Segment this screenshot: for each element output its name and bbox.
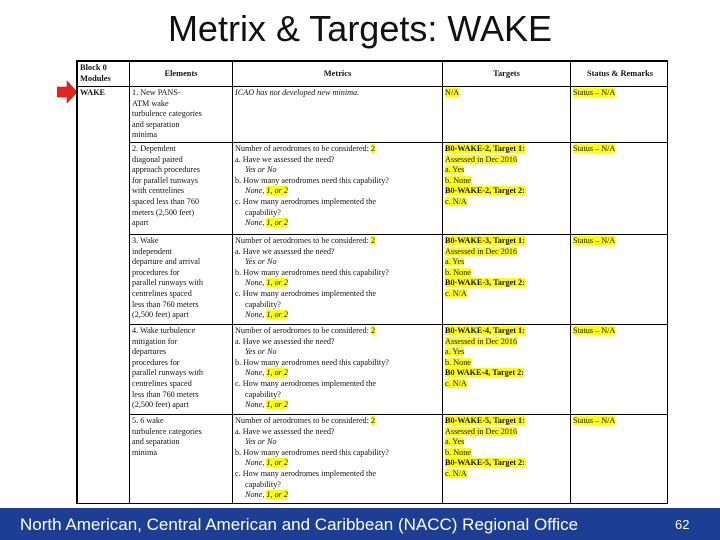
target-text: N/A bbox=[445, 88, 460, 97]
metric-highlight: 1, or 2 bbox=[266, 310, 288, 320]
element-line: less than 760 meters bbox=[132, 299, 199, 309]
table-row bbox=[78, 87, 669, 143]
element-line: less than 760 meters bbox=[132, 389, 199, 399]
metric-text: Number of aerodromes to be considered: bbox=[235, 326, 371, 335]
target-line bbox=[445, 88, 568, 99]
target-text: a. Yes bbox=[445, 347, 465, 357]
metric-text: Number of aerodromes to be considered: bbox=[235, 416, 371, 425]
target-text: b. None bbox=[445, 267, 471, 277]
element-line: parallel runways with bbox=[132, 278, 203, 288]
metric-line bbox=[235, 257, 440, 268]
metric-line bbox=[235, 368, 440, 379]
header-metrics: Metrics bbox=[233, 62, 443, 87]
target-text: c. N/A bbox=[445, 288, 467, 298]
metric-line bbox=[235, 416, 440, 427]
target-text: Assessed in Dec 2016 bbox=[445, 336, 518, 346]
target-text: B0-WAKE-3, Target 1: bbox=[445, 236, 525, 245]
element-line: with centrelines bbox=[132, 186, 185, 196]
element-line: 5. 6 wake bbox=[132, 416, 164, 425]
element-line: meters (2,500 feet) bbox=[132, 207, 195, 217]
metric-text: a. Have we assessed the need? bbox=[235, 426, 335, 436]
status-text: Status – N/A bbox=[573, 326, 616, 335]
element-line: turbulence categories bbox=[132, 109, 202, 119]
element-line: mitigation for bbox=[132, 336, 178, 346]
metric-text: None, bbox=[245, 490, 267, 500]
metric-line bbox=[235, 400, 440, 411]
metric-line bbox=[235, 197, 440, 208]
target-text: a. Yes bbox=[445, 165, 465, 175]
table-row bbox=[78, 235, 669, 325]
table-row bbox=[78, 143, 669, 235]
metric-text: c. How many aerodromes implemented the bbox=[235, 196, 376, 206]
metric-line bbox=[235, 218, 440, 229]
target-line bbox=[445, 337, 568, 348]
target-line bbox=[445, 326, 568, 337]
metric-line bbox=[235, 390, 440, 401]
element-cell bbox=[130, 235, 233, 325]
page-number: 62 bbox=[675, 517, 690, 532]
target-line bbox=[445, 197, 568, 208]
metrics-table-container bbox=[76, 60, 668, 504]
metric-line bbox=[235, 208, 440, 219]
metric-line bbox=[235, 310, 440, 321]
element-line: and separation bbox=[132, 119, 180, 129]
metric-highlight: 1, or 2 bbox=[266, 458, 288, 468]
target-line bbox=[445, 236, 568, 247]
element-line: spaced less than 760 bbox=[132, 196, 200, 206]
element-cell bbox=[130, 325, 233, 415]
target-line bbox=[445, 379, 568, 390]
table-header-row bbox=[78, 62, 669, 87]
status-text: Status – N/A bbox=[573, 236, 616, 245]
target-text: B0 WAKE-4, Target 2: bbox=[445, 368, 524, 378]
element-line: (2,500 feet) apart bbox=[132, 400, 189, 410]
metric-text: Number of aerodromes to be considered: bbox=[235, 144, 371, 153]
element-line: independent bbox=[132, 246, 173, 256]
status-cell bbox=[571, 325, 669, 415]
metric-text: b. How many aerodromes need this capability? bbox=[235, 447, 389, 457]
metric-text: None, bbox=[245, 278, 267, 288]
metric-line bbox=[235, 448, 440, 459]
element-line: approach procedures bbox=[132, 165, 200, 175]
metric-text: None, bbox=[245, 458, 267, 468]
element-cell bbox=[130, 415, 233, 505]
metric-line bbox=[235, 186, 440, 197]
metric-highlight: 2 bbox=[370, 416, 376, 425]
element-line: parallel runways with bbox=[132, 368, 203, 378]
target-line bbox=[445, 427, 568, 438]
metric-text: None, bbox=[245, 218, 267, 228]
status-cell bbox=[571, 235, 669, 325]
metric-highlight: 1, or 2 bbox=[266, 368, 288, 378]
metric-highlight: 1, or 2 bbox=[266, 218, 288, 228]
element-line: departures bbox=[132, 347, 167, 357]
target-text: c. N/A bbox=[445, 378, 467, 388]
target-text: b. None bbox=[445, 175, 471, 185]
target-text: a. Yes bbox=[445, 257, 465, 267]
element-line: departure and arrival bbox=[132, 257, 201, 267]
status-cell bbox=[571, 415, 669, 505]
targets-cell bbox=[443, 415, 571, 505]
metric-line bbox=[235, 88, 440, 99]
metric-text: b. How many aerodromes need this capability? bbox=[235, 175, 389, 185]
metric-line bbox=[235, 326, 440, 337]
target-line bbox=[445, 165, 568, 176]
header-status: Status & Remarks bbox=[571, 62, 669, 87]
element-line: 1. New PANS- bbox=[132, 88, 181, 97]
metric-line bbox=[235, 458, 440, 469]
element-line: ATM wake bbox=[132, 98, 169, 108]
target-text: B0-WAKE-5, Target 1: bbox=[445, 416, 525, 425]
metrics-cell bbox=[233, 235, 443, 325]
metric-line bbox=[235, 347, 440, 358]
target-line bbox=[445, 416, 568, 427]
target-line bbox=[445, 268, 568, 279]
element-line: and separation bbox=[132, 437, 180, 447]
metric-text: capability? bbox=[245, 389, 281, 399]
footer-bar bbox=[0, 508, 720, 540]
metric-line bbox=[235, 278, 440, 289]
target-text: B0-WAKE-5, Target 2: bbox=[445, 458, 525, 468]
metric-line bbox=[235, 480, 440, 491]
metric-text: Yes or No bbox=[245, 257, 277, 267]
metrics-table bbox=[77, 61, 668, 504]
element-line: 2. Dependent bbox=[132, 144, 176, 153]
metric-text: b. How many aerodromes need this capability? bbox=[235, 357, 389, 367]
metric-text: c. How many aerodromes implemented the bbox=[235, 468, 376, 478]
metric-highlight: 1, or 2 bbox=[266, 490, 288, 500]
metric-text: Yes or No bbox=[245, 437, 277, 447]
metric-line bbox=[235, 165, 440, 176]
metric-line bbox=[235, 300, 440, 311]
metric-line bbox=[235, 490, 440, 501]
metric-highlight: 2 bbox=[370, 144, 376, 153]
element-line: procedures for bbox=[132, 357, 180, 367]
target-line bbox=[445, 247, 568, 258]
status-text: Status – N/A bbox=[573, 144, 616, 153]
target-text: Assessed in Dec 2016 bbox=[445, 426, 518, 436]
target-text: c. N/A bbox=[445, 468, 467, 478]
metric-line bbox=[235, 469, 440, 480]
target-text: B0-WAKE-2, Target 1: bbox=[445, 144, 525, 153]
target-text: b. None bbox=[445, 357, 471, 367]
metric-line bbox=[235, 337, 440, 348]
metric-highlight: 2 bbox=[370, 326, 376, 335]
metric-line bbox=[235, 289, 440, 300]
metric-text: Yes or No bbox=[245, 347, 277, 357]
target-line bbox=[445, 347, 568, 358]
metric-line bbox=[235, 155, 440, 166]
status-text: Status – N/A bbox=[573, 88, 616, 97]
element-cell bbox=[130, 143, 233, 235]
element-line: (2,500 feet) apart bbox=[132, 310, 189, 320]
target-line bbox=[445, 176, 568, 187]
metric-text: ICAO has not developed new minima. bbox=[235, 88, 360, 97]
metric-line bbox=[235, 358, 440, 369]
metrics-cell bbox=[233, 415, 443, 505]
metrics-cell bbox=[233, 87, 443, 143]
status-cell bbox=[571, 87, 669, 143]
metric-text: a. Have we assessed the need? bbox=[235, 336, 335, 346]
target-text: b. None bbox=[445, 447, 471, 457]
target-line bbox=[445, 144, 568, 155]
target-text: c. N/A bbox=[445, 196, 467, 206]
metric-text: a. Have we assessed the need? bbox=[235, 246, 335, 256]
metric-text: None, bbox=[245, 400, 267, 410]
metric-text: a. Have we assessed the need? bbox=[235, 154, 335, 164]
status-cell bbox=[571, 143, 669, 235]
targets-cell bbox=[443, 87, 571, 143]
table-row bbox=[78, 415, 669, 505]
target-text: a. Yes bbox=[445, 437, 465, 447]
element-line: minima bbox=[132, 130, 158, 140]
element-cell bbox=[130, 87, 233, 143]
red-arrow-icon bbox=[57, 80, 77, 104]
metric-highlight: 2 bbox=[370, 236, 376, 245]
element-line: centrelines spaced bbox=[132, 378, 192, 388]
metric-text: None, bbox=[245, 186, 267, 196]
metric-line bbox=[235, 427, 440, 438]
target-line bbox=[445, 155, 568, 166]
metric-highlight: 1, or 2 bbox=[266, 400, 288, 410]
metric-line bbox=[235, 144, 440, 155]
metric-line bbox=[235, 437, 440, 448]
target-line bbox=[445, 358, 568, 369]
element-line: centrelines spaced bbox=[132, 288, 192, 298]
metric-text: b. How many aerodromes need this capability? bbox=[235, 267, 389, 277]
footer-office-name: North American, Central American and Caribbean (NACC) Regional Office bbox=[20, 515, 579, 534]
target-text: B0-WAKE-3, Target 2: bbox=[445, 278, 525, 288]
status-text: Status – N/A bbox=[573, 416, 616, 425]
metric-line bbox=[235, 379, 440, 390]
metric-text: capability? bbox=[245, 299, 281, 309]
element-line: 4. Wake turbulence bbox=[132, 326, 196, 335]
metric-text: Yes or No bbox=[245, 165, 277, 175]
element-line: diagonal paired bbox=[132, 154, 183, 164]
metric-text: None, bbox=[245, 310, 267, 320]
table-body bbox=[78, 87, 669, 505]
slide-title: Metrix & Targets: WAKE bbox=[167, 8, 553, 49]
metric-text: capability? bbox=[245, 207, 281, 217]
target-line bbox=[445, 289, 568, 300]
target-line bbox=[445, 469, 568, 480]
module-cell: WAKE bbox=[78, 87, 130, 505]
header-elements: Elements bbox=[130, 62, 233, 87]
targets-cell bbox=[443, 325, 571, 415]
metric-text: c. How many aerodromes implemented the bbox=[235, 288, 376, 298]
metric-text: capability? bbox=[245, 479, 281, 489]
header-targets: Targets bbox=[443, 62, 571, 87]
element-line: turbulence categories bbox=[132, 426, 202, 436]
target-line bbox=[445, 257, 568, 268]
target-text: B0-WAKE-4, Target 1: bbox=[445, 326, 525, 335]
metric-text: Number of aerodromes to be considered: bbox=[235, 236, 371, 245]
target-text: Assessed in Dec 2016 bbox=[445, 154, 518, 164]
element-line: apart bbox=[132, 218, 149, 228]
target-line bbox=[445, 278, 568, 289]
table-row bbox=[78, 325, 669, 415]
metric-highlight: 1, or 2 bbox=[266, 186, 288, 196]
element-line: for parallel runways bbox=[132, 175, 198, 185]
metrics-cell bbox=[233, 325, 443, 415]
element-line: minima bbox=[132, 447, 158, 457]
target-line bbox=[445, 437, 568, 448]
header-modules: Block 0 Modules bbox=[78, 62, 130, 87]
metrics-cell bbox=[233, 143, 443, 235]
metric-line bbox=[235, 236, 440, 247]
target-line bbox=[445, 186, 568, 197]
metric-highlight: 1, or 2 bbox=[266, 278, 288, 288]
metric-line bbox=[235, 268, 440, 279]
element-line: 3. Wake bbox=[132, 236, 159, 245]
targets-cell bbox=[443, 143, 571, 235]
metric-line bbox=[235, 176, 440, 187]
target-text: B0-WAKE-2, Target 2: bbox=[445, 186, 525, 196]
target-text: Assessed in Dec 2016 bbox=[445, 246, 518, 256]
metric-text: None, bbox=[245, 368, 267, 378]
target-line bbox=[445, 368, 568, 379]
target-line bbox=[445, 448, 568, 459]
metric-line bbox=[235, 247, 440, 258]
targets-cell bbox=[443, 235, 571, 325]
target-line bbox=[445, 458, 568, 469]
metric-text: c. How many aerodromes implemented the bbox=[235, 378, 376, 388]
element-line: procedures for bbox=[132, 267, 180, 277]
